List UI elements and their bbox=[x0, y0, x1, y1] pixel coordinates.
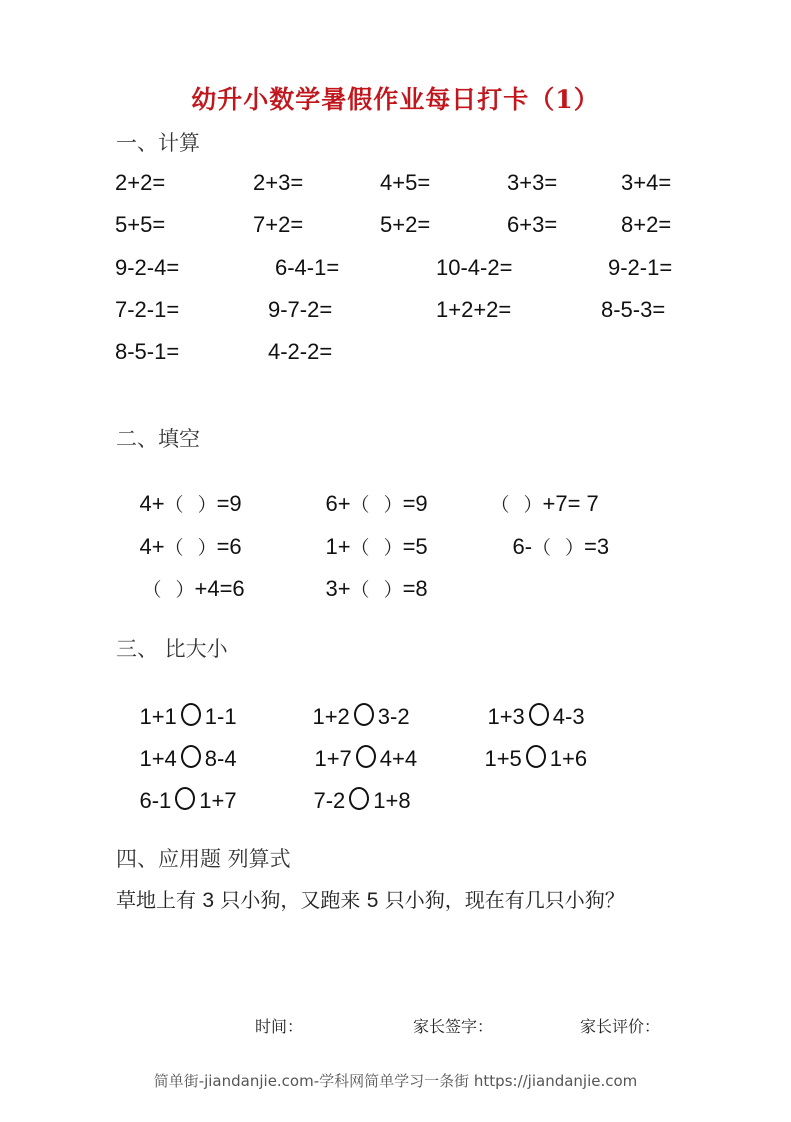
calc-item: 9-2-4= bbox=[115, 255, 180, 280]
time-label: 时间： bbox=[255, 1017, 304, 1036]
blank-close: ） bbox=[565, 537, 585, 559]
fill-after: =8 bbox=[402, 576, 428, 601]
section-heading-fill: 二、填空 bbox=[116, 427, 200, 451]
fill-after: =9 bbox=[402, 491, 428, 516]
blank-open: （ bbox=[164, 494, 184, 516]
fill-before: 4+ bbox=[139, 491, 165, 516]
compare-left: 6-1 bbox=[139, 788, 172, 813]
compare-left: 1+5 bbox=[484, 746, 522, 771]
compare-circle-icon[interactable] bbox=[175, 787, 195, 810]
worksheet-title: 幼升小数学暑假作业每日打卡（1） bbox=[191, 85, 600, 114]
calc-item: 3+3= bbox=[507, 170, 558, 195]
problem-number: 5 bbox=[366, 889, 379, 912]
fill-before: 6+ bbox=[325, 491, 351, 516]
fill-item bbox=[488, 507, 609, 586]
compare-left: 1+7 bbox=[314, 746, 352, 771]
calc-item: 1+2+2= bbox=[436, 297, 512, 322]
problem-text-part: 只小狗，又跑来 bbox=[214, 888, 367, 912]
section-heading-compare: 三、 比大小 bbox=[116, 637, 228, 661]
blank-close: ） bbox=[523, 494, 543, 516]
fill-after: =5 bbox=[402, 534, 428, 559]
compare-right: 8-4 bbox=[204, 746, 237, 771]
compare-item bbox=[115, 761, 237, 840]
section-heading-word-problem: 四、应用题 列算式 bbox=[116, 847, 291, 871]
blank-close: ） bbox=[383, 579, 403, 601]
compare-item bbox=[460, 719, 587, 798]
blank-open: （ bbox=[164, 537, 184, 559]
compare-right: 3-2 bbox=[377, 704, 410, 729]
blank-open: （ bbox=[350, 494, 370, 516]
blank-open: （ bbox=[350, 537, 370, 559]
compare-right: 1+6 bbox=[549, 746, 588, 771]
compare-left: 1+2 bbox=[312, 704, 350, 729]
calc-item: 4-2-2= bbox=[268, 339, 333, 364]
calc-item: 6-4-1= bbox=[275, 255, 340, 280]
blank-open: （ bbox=[490, 494, 510, 516]
calc-item: 2+2= bbox=[115, 170, 166, 195]
compare-circle-icon[interactable] bbox=[526, 745, 546, 768]
fill-before: 4+ bbox=[139, 534, 165, 559]
compare-right: 1-1 bbox=[204, 704, 237, 729]
fill-after: =3 bbox=[584, 534, 610, 559]
compare-circle-icon[interactable] bbox=[349, 787, 369, 810]
fill-before: 1+ bbox=[325, 534, 351, 559]
calc-item: 7+2= bbox=[253, 212, 304, 237]
compare-right: 1+7 bbox=[199, 788, 237, 813]
blank-open: （ bbox=[350, 579, 370, 601]
calc-item: 4+5= bbox=[380, 170, 431, 195]
calc-item: 9-2-1= bbox=[608, 255, 673, 280]
blank-close: ） bbox=[175, 579, 195, 601]
compare-right: 4-3 bbox=[552, 704, 585, 729]
calc-item: 8-5-3= bbox=[601, 297, 666, 322]
compare-left: 1+3 bbox=[487, 704, 525, 729]
compare-right: 4+4 bbox=[379, 746, 418, 771]
problem-text-part: 只小狗，现在有几只小狗？ bbox=[378, 888, 625, 912]
calc-item: 10-4-2= bbox=[436, 255, 513, 280]
problem-number: 3 bbox=[202, 889, 215, 912]
calc-item: 6+3= bbox=[507, 212, 558, 237]
parent-sign-label: 家长签字： bbox=[413, 1017, 494, 1036]
calc-item: 8+2= bbox=[621, 212, 672, 237]
fill-after: +7= 7 bbox=[542, 491, 599, 516]
blank-open: （ bbox=[532, 537, 552, 559]
blank-close: ） bbox=[197, 537, 217, 559]
blank-close: ） bbox=[383, 537, 403, 559]
calc-item: 5+2= bbox=[380, 212, 431, 237]
fill-after: +4=6 bbox=[194, 576, 245, 601]
blank-open: （ bbox=[142, 579, 162, 601]
fill-item bbox=[301, 549, 428, 628]
compare-left: 7-2 bbox=[313, 788, 346, 813]
compare-left: 1+1 bbox=[139, 704, 177, 729]
fill-before: 3+ bbox=[325, 576, 351, 601]
word-problem-text bbox=[116, 884, 625, 913]
compare-right: 1+8 bbox=[373, 788, 411, 813]
calc-item: 2+3= bbox=[253, 170, 304, 195]
calc-item: 8-5-1= bbox=[115, 339, 180, 364]
problem-text-part: 草地上有 bbox=[116, 888, 203, 912]
parent-eval-label: 家长评价： bbox=[580, 1017, 661, 1036]
footer-watermark: 简单街-jiandanjie.com-学科网简单学习一条街 https://jiandanjie.com bbox=[153, 1072, 638, 1090]
fill-item bbox=[118, 549, 245, 628]
blank-close: ） bbox=[383, 494, 403, 516]
calc-item: 9-7-2= bbox=[268, 297, 333, 322]
blank-close: ） bbox=[197, 494, 217, 516]
fill-before: 6- bbox=[512, 534, 533, 559]
fill-after: =6 bbox=[216, 534, 242, 559]
calc-item: 3+4= bbox=[621, 170, 672, 195]
calc-item: 7-2-1= bbox=[115, 297, 180, 322]
compare-left: 1+4 bbox=[139, 746, 177, 771]
calc-item: 5+5= bbox=[115, 212, 166, 237]
fill-after: =9 bbox=[216, 491, 242, 516]
section-heading-calc: 一、计算 bbox=[116, 131, 200, 155]
compare-item bbox=[289, 761, 411, 840]
